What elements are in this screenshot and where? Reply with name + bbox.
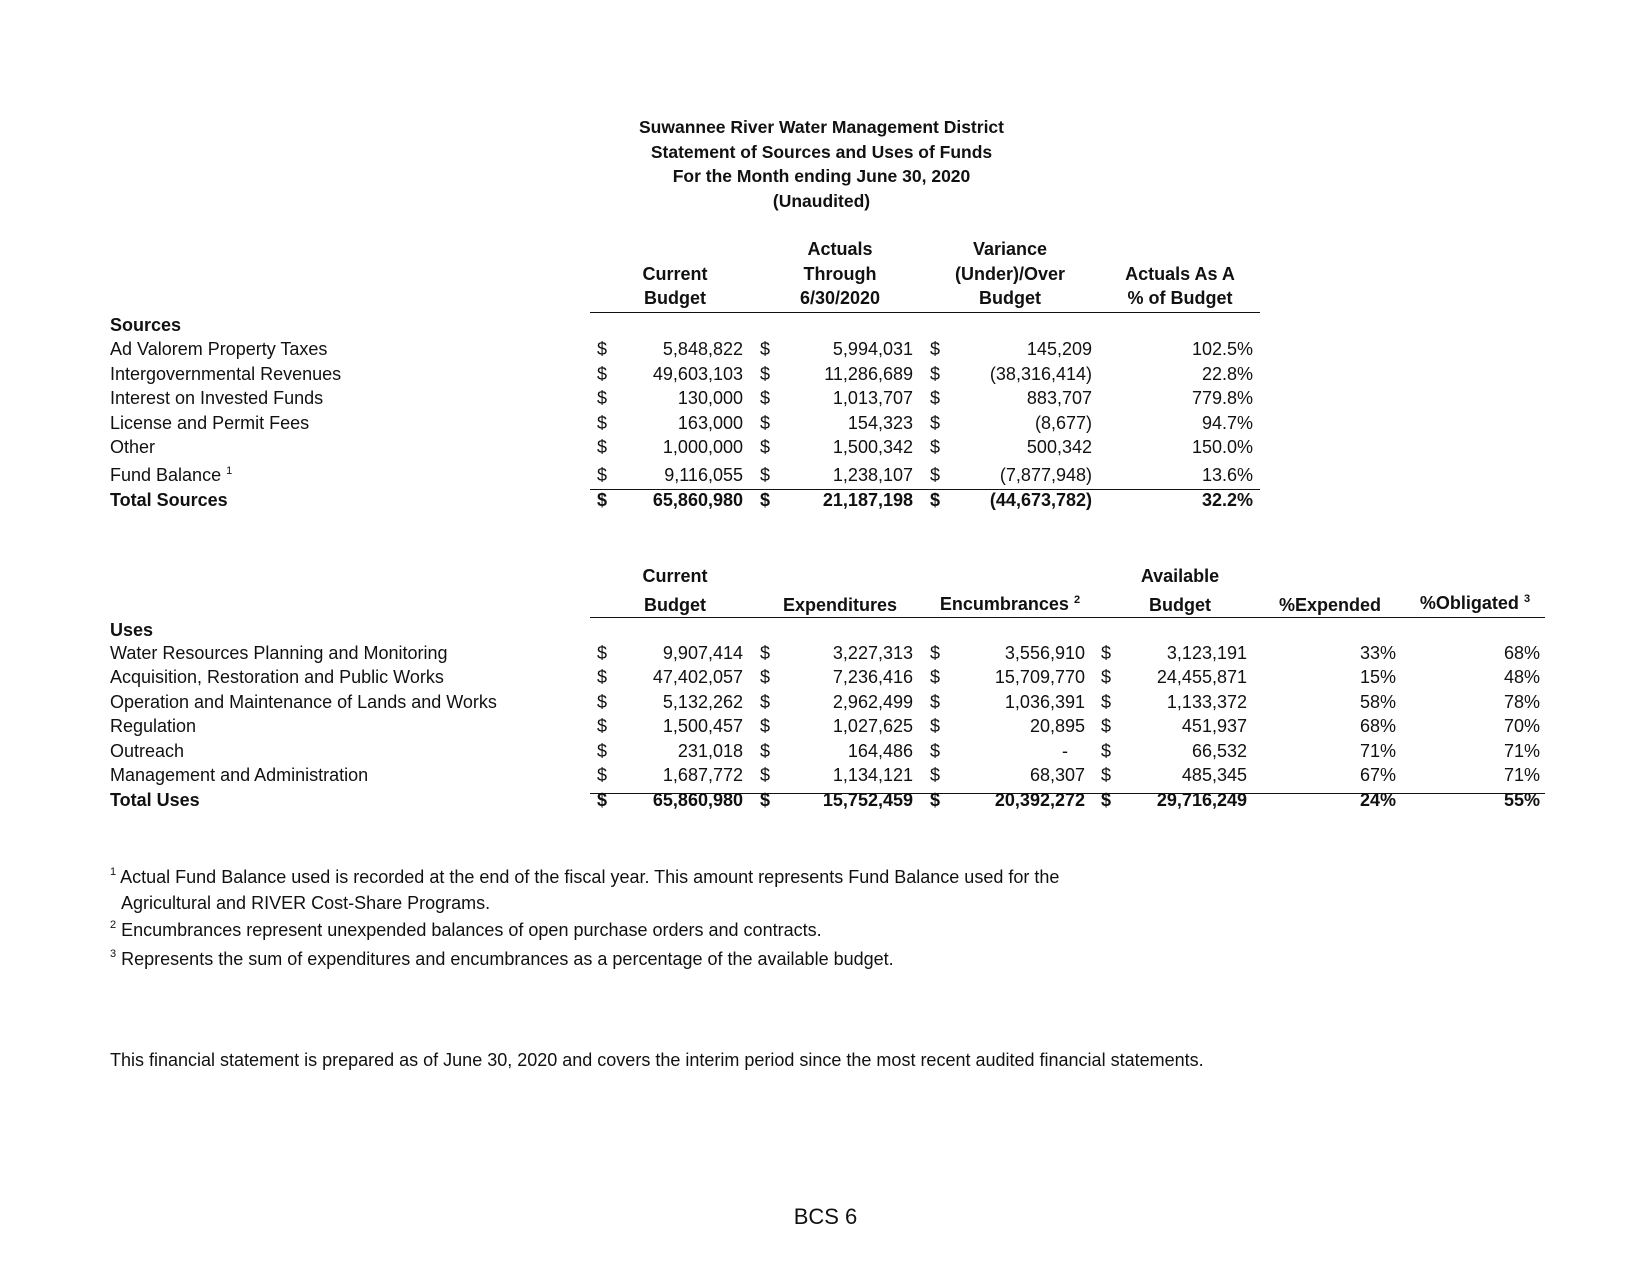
variance-value: (44,673,782) — [989, 490, 1092, 510]
currency-symbol: $ — [930, 465, 941, 485]
expended-pct-value: 68% — [1359, 716, 1396, 736]
currency-symbol: $ — [1101, 765, 1112, 785]
currency-symbol: $ — [597, 490, 608, 510]
uses-header-expended: %Expended — [1278, 595, 1382, 615]
obligated-pct-value: 68% — [1503, 643, 1540, 663]
budget-value: 130,000 — [677, 388, 743, 408]
available-budget-value: 24,455,871 — [1156, 667, 1247, 687]
row-label: Regulation — [110, 716, 197, 736]
budget-value: 231,018 — [677, 741, 743, 761]
currency-symbol: $ — [1101, 643, 1112, 663]
encumbrances-value: - — [1062, 741, 1068, 761]
sources-total-rule — [590, 489, 1260, 490]
actuals-value: 1,500,342 — [832, 437, 913, 457]
expended-pct-value: 33% — [1359, 643, 1396, 663]
available-budget-value: 485,345 — [1181, 765, 1247, 785]
document-title — [0, 115, 1651, 213]
row-label-text: Total Sources — [110, 490, 228, 510]
expenditures-value: 164,486 — [847, 741, 913, 761]
available-budget-value: 451,937 — [1181, 716, 1247, 736]
available-budget-value: 1,133,372 — [1166, 692, 1247, 712]
currency-symbol: $ — [1101, 790, 1112, 810]
budget-value: 1,500,457 — [662, 716, 743, 736]
expended-pct-value: 71% — [1359, 741, 1396, 761]
encumbrances-value: 20,392,272 — [994, 790, 1085, 810]
currency-symbol: $ — [760, 437, 771, 457]
budget-value: 9,907,414 — [662, 643, 743, 663]
currency-symbol: $ — [930, 765, 941, 785]
currency-symbol: $ — [930, 364, 941, 384]
uses-section-label: Uses — [110, 620, 154, 640]
pct-of-budget-value: 779.8% — [1191, 388, 1253, 408]
actuals-value: 154,323 — [847, 413, 913, 433]
variance-value: 145,209 — [1026, 339, 1092, 359]
page-number: BCS 6 — [793, 1204, 858, 1229]
currency-symbol: $ — [597, 667, 608, 687]
currency-symbol: $ — [760, 364, 771, 384]
obligated-pct-value: 71% — [1503, 765, 1540, 785]
expended-pct-value: 58% — [1359, 692, 1396, 712]
title-line-3: For the Month ending June 30, 2020 — [672, 166, 971, 186]
expenditures-value: 3,227,313 — [832, 643, 913, 663]
currency-symbol: $ — [597, 465, 608, 485]
title-line-2: Statement of Sources and Uses of Funds — [650, 141, 993, 162]
variance-value: 500,342 — [1026, 437, 1092, 457]
sources-header-variance: Variance (Under)/Over Budget — [954, 239, 1066, 308]
encumbrances-value: 1,036,391 — [1004, 692, 1085, 712]
row-label-text: License and Permit Fees — [110, 413, 310, 433]
currency-symbol: $ — [930, 667, 941, 687]
uses-header-rule — [590, 617, 1545, 618]
currency-symbol: $ — [760, 765, 771, 785]
budget-value: 9,116,055 — [664, 465, 743, 485]
encumbrances-value: 68,307 — [1029, 765, 1085, 785]
actuals-value: 1,013,707 — [832, 388, 913, 408]
footnote-ref: 1 — [226, 465, 233, 477]
currency-symbol: $ — [760, 413, 771, 433]
row-label — [110, 490, 228, 511]
currency-symbol: $ — [760, 667, 771, 687]
currency-symbol: $ — [930, 437, 941, 457]
variance-value: 883,707 — [1026, 388, 1092, 408]
sources-header-pct: Actuals As A % of Budget — [1125, 263, 1235, 308]
currency-symbol: $ — [760, 388, 771, 408]
expenditures-value: 1,134,121 — [832, 765, 913, 785]
currency-symbol: $ — [597, 692, 608, 712]
footnote-3: $^3$ Represents the sum of expenditures and encumbrances as a percentage of the available budget. — [110, 948, 894, 969]
encumbrances-value: 3,556,910 — [1004, 643, 1085, 663]
expenditures-value: 7,236,416 — [832, 667, 913, 687]
pct-of-budget-value: 22.8% — [1201, 364, 1253, 384]
sources-header-actuals: Actuals Through 6/30/2020 — [799, 239, 881, 308]
budget-value: 163,000 — [677, 413, 743, 433]
budget-value: 49,603,103 — [652, 364, 743, 384]
budget-value: 47,402,057 — [652, 667, 743, 687]
currency-symbol: $ — [930, 790, 941, 810]
currency-symbol: $ — [597, 413, 608, 433]
currency-symbol: $ — [597, 741, 608, 761]
variance-value: (7,877,948) — [999, 465, 1092, 485]
row-label-text: Fund Balance — [110, 465, 222, 485]
row-label — [110, 339, 327, 360]
budget-value: 1,687,772 — [662, 765, 743, 785]
obligated-pct-value: 55% — [1503, 790, 1540, 810]
actuals-value: 1,238,107 — [832, 465, 913, 485]
obligated-pct-value: 70% — [1503, 716, 1540, 736]
currency-symbol: $ — [597, 388, 608, 408]
currency-symbol: $ — [760, 643, 771, 663]
row-label: Outreach — [110, 741, 185, 761]
row-label: Management and Administration — [110, 765, 369, 785]
pct-of-budget-value: 13.6% — [1201, 465, 1253, 485]
expenditures-value: 15,752,459 — [822, 790, 913, 810]
row-label-text: Ad Valorem Property Taxes — [110, 339, 328, 359]
currency-symbol: $ — [597, 437, 608, 457]
expended-pct-value: 67% — [1359, 765, 1396, 785]
available-budget-value: 66,532 — [1191, 741, 1247, 761]
uses-header-budget: Current Budget — [642, 566, 708, 615]
expended-pct-value: 15% — [1359, 667, 1396, 687]
obligated-pct-value: 48% — [1503, 667, 1540, 687]
footnote-1-continued: Agricultural and RIVER Cost-Share Programs. — [121, 893, 491, 913]
budget-value: 5,848,822 — [662, 339, 743, 359]
title-line-4: (Unaudited) — [772, 190, 871, 211]
variance-value: (8,677) — [1034, 413, 1092, 433]
row-label: Total Uses — [110, 790, 200, 810]
currency-symbol: $ — [930, 716, 941, 736]
variance-value: (38,316,414) — [989, 364, 1092, 384]
currency-symbol: $ — [930, 490, 941, 510]
currency-symbol: $ — [760, 716, 771, 736]
row-label: Operation and Maintenance of Lands and Works — [110, 692, 497, 712]
pct-of-budget-value: 94.7% — [1201, 413, 1253, 433]
row-label — [110, 413, 309, 434]
row-label — [110, 388, 323, 409]
footnote-2: $^2$ Encumbrances represent unexpended balances of open purchase orders and contracts. — [110, 919, 822, 940]
row-label-text: Intergovernmental Revenues — [110, 364, 342, 384]
row-label — [110, 364, 341, 385]
pct-of-budget-value: 32.2% — [1201, 490, 1253, 510]
encumbrances-value: 15,709,770 — [994, 667, 1085, 687]
currency-symbol: $ — [760, 741, 771, 761]
expended-pct-value: 24% — [1359, 790, 1396, 810]
row-label — [110, 465, 232, 486]
row-label — [110, 437, 155, 458]
statement-note: This financial statement is prepared as of June 30, 2020 and covers the interim period since the most recent audited financial statements. — [110, 1050, 1204, 1070]
budget-value: 5,132,262 — [662, 692, 743, 712]
currency-symbol: $ — [930, 692, 941, 712]
currency-symbol: $ — [1101, 716, 1112, 736]
uses-header-available: Available Budget — [1140, 566, 1220, 615]
pct-of-budget-value: 102.5% — [1191, 339, 1253, 359]
currency-symbol: $ — [597, 364, 608, 384]
available-budget-value: 3,123,191 — [1166, 643, 1247, 663]
currency-symbol: $ — [760, 490, 771, 510]
actuals-value: 21,187,198 — [822, 490, 913, 510]
currency-symbol: $ — [930, 413, 941, 433]
row-label: Acquisition, Restoration and Public Works — [110, 667, 444, 687]
currency-symbol: $ — [760, 790, 771, 810]
sources-section-label: Sources — [110, 315, 182, 335]
obligated-pct-value: 71% — [1503, 741, 1540, 761]
sources-header-rule — [590, 312, 1260, 313]
currency-symbol: $ — [597, 643, 608, 663]
budget-value: 1,000,000 — [662, 437, 743, 457]
currency-symbol: $ — [930, 741, 941, 761]
pct-of-budget-value: 150.0% — [1191, 437, 1253, 457]
budget-value: 65,860,980 — [652, 790, 743, 810]
currency-symbol: $ — [1101, 741, 1112, 761]
currency-symbol: $ — [1101, 667, 1112, 687]
uses-header-obligated: %Obligated $^3$ — [1419, 593, 1531, 613]
currency-symbol: $ — [597, 790, 608, 810]
row-label: Water Resources Planning and Monitoring — [110, 643, 448, 663]
row-label-text: Interest on Invested Funds — [110, 388, 324, 408]
budget-value: 65,860,980 — [652, 490, 743, 510]
encumbrances-value: 20,895 — [1029, 716, 1085, 736]
currency-symbol: $ — [930, 339, 941, 359]
currency-symbol: $ — [930, 643, 941, 663]
expenditures-value: 2,962,499 — [832, 692, 913, 712]
footnote-1: $^1$ Actual Fund Balance used is recorded at the end of the fiscal year. This amount represents Fund Balance used for the — [110, 866, 1060, 887]
sources-header-budget: Current Budget — [642, 263, 708, 308]
currency-symbol: $ — [597, 339, 608, 359]
obligated-pct-value: 78% — [1503, 692, 1540, 712]
currency-symbol: $ — [930, 388, 941, 408]
expenditures-value: 1,027,625 — [832, 716, 913, 736]
currency-symbol: $ — [597, 716, 608, 736]
currency-symbol: $ — [760, 339, 771, 359]
uses-header-encumbrances: Encumbrances $^2$ — [939, 594, 1081, 614]
currency-symbol: $ — [760, 692, 771, 712]
uses-header-expenditures: Expenditures — [782, 595, 898, 615]
row-label-text: Other — [110, 437, 156, 457]
uses-total-rule — [590, 793, 1545, 794]
currency-symbol: $ — [1101, 692, 1112, 712]
actuals-value: 5,994,031 — [832, 339, 913, 359]
title-line-1: Suwannee River Water Management District — [638, 117, 1004, 137]
available-budget-value: 29,716,249 — [1156, 790, 1247, 810]
currency-symbol: $ — [760, 465, 771, 485]
currency-symbol: $ — [597, 765, 608, 785]
actuals-value: 11,286,689 — [824, 364, 913, 384]
